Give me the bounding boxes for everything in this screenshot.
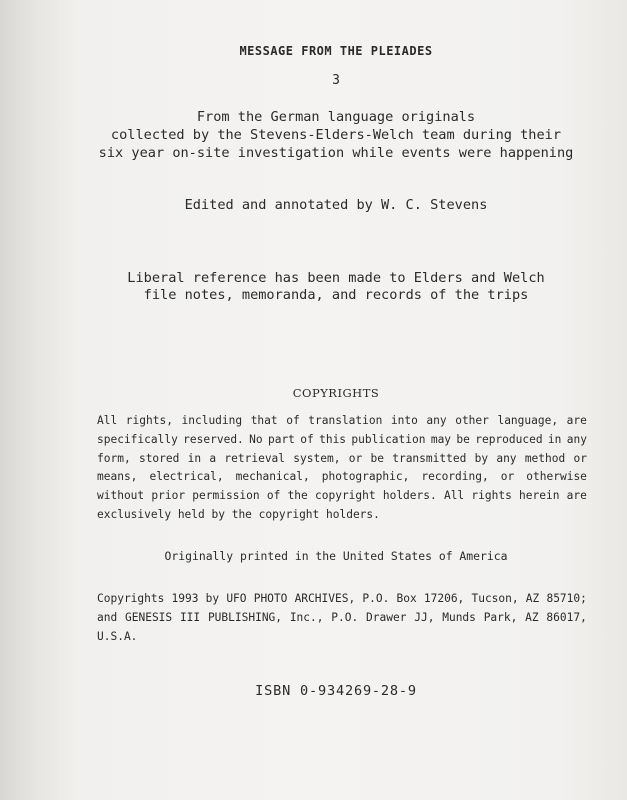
rights-line bbox=[97, 412, 587, 431]
reference-note bbox=[78, 270, 594, 304]
copyright-paragraph bbox=[97, 590, 587, 646]
word: prior bbox=[151, 489, 186, 503]
editor-credit: Edited and annotated by W. C. Stevens bbox=[184, 197, 488, 213]
word: any bbox=[426, 414, 447, 427]
word: Copyrights bbox=[97, 592, 165, 605]
isbn-number: ISBN 0-934269-28-9 bbox=[255, 683, 417, 699]
word: be bbox=[370, 451, 384, 465]
word: form, bbox=[97, 451, 131, 465]
word: PHOTO bbox=[253, 592, 288, 605]
word: P.O. bbox=[362, 592, 390, 605]
word: of bbox=[286, 414, 300, 427]
word: photographic, bbox=[321, 470, 410, 484]
copyright-line bbox=[97, 590, 587, 609]
word: method bbox=[524, 451, 566, 465]
word: into bbox=[390, 414, 418, 427]
word: including bbox=[181, 414, 243, 427]
word: Tucson, bbox=[471, 592, 519, 605]
word: reproduced bbox=[475, 432, 543, 446]
word: Park, bbox=[483, 610, 518, 624]
word: transmitted bbox=[392, 451, 467, 465]
word: No bbox=[249, 432, 263, 446]
word: Inc., bbox=[289, 610, 324, 624]
origin-line: From the German language originals bbox=[196, 109, 476, 125]
word: system, bbox=[293, 451, 341, 465]
word: stored bbox=[138, 451, 180, 465]
rights-line bbox=[97, 506, 587, 525]
word: translation bbox=[308, 414, 383, 427]
word: of bbox=[266, 489, 281, 503]
word: All bbox=[443, 489, 465, 503]
word: exclusively held by the copyright holders. bbox=[97, 507, 380, 521]
word: Munds bbox=[442, 610, 476, 624]
word: and bbox=[97, 610, 118, 624]
word: specifically bbox=[97, 432, 178, 446]
origin-line: six year on-site investigation while events were happening bbox=[98, 145, 574, 161]
word: 17206, bbox=[423, 592, 465, 605]
word: by bbox=[474, 451, 489, 465]
rights-line bbox=[97, 468, 587, 487]
word: copyright bbox=[315, 489, 376, 503]
rights-paragraph bbox=[97, 412, 587, 525]
word: rights bbox=[471, 489, 512, 503]
word: PUBLISHING, bbox=[207, 610, 283, 624]
word: any bbox=[566, 432, 587, 446]
copyright-line bbox=[97, 628, 587, 647]
word: P.O. bbox=[331, 610, 359, 624]
word: the bbox=[287, 489, 308, 503]
word: means, bbox=[97, 470, 138, 484]
word: be bbox=[456, 432, 470, 446]
word: that bbox=[250, 414, 278, 427]
word: of bbox=[300, 432, 314, 446]
word: III bbox=[179, 610, 201, 624]
reference-line: file notes, memoranda, and records of the trips bbox=[143, 287, 529, 303]
word: GENESIS bbox=[125, 610, 173, 624]
word: AZ bbox=[525, 610, 539, 624]
word: or bbox=[348, 451, 363, 465]
word: U.S.A. bbox=[97, 629, 138, 643]
word: are bbox=[566, 414, 587, 427]
word: rights, bbox=[125, 414, 173, 427]
word: by bbox=[205, 592, 220, 605]
word: otherwise bbox=[526, 470, 587, 484]
origin-statement bbox=[78, 108, 594, 162]
word: publication bbox=[351, 432, 426, 446]
word: or bbox=[500, 470, 515, 484]
page-gutter-shadow bbox=[0, 0, 78, 800]
volume-number: 3 bbox=[332, 73, 340, 88]
origin-line: collected by the Stevens-Elders-Welch team during their bbox=[110, 127, 562, 143]
word: JJ, bbox=[414, 610, 435, 624]
word: Drawer bbox=[366, 610, 407, 624]
word: Box bbox=[396, 592, 417, 605]
word: without bbox=[97, 489, 145, 503]
word: herein bbox=[519, 489, 560, 503]
word: or bbox=[573, 451, 587, 465]
word: a bbox=[209, 451, 217, 465]
word: in bbox=[187, 451, 202, 465]
book-title: MESSAGE FROM THE PLEIADES bbox=[239, 44, 433, 58]
word: electrical, bbox=[149, 470, 224, 484]
word: 1993 bbox=[171, 592, 199, 605]
word: 85710; bbox=[546, 592, 587, 605]
word: reserved. bbox=[183, 432, 244, 446]
word: recording, bbox=[421, 470, 489, 484]
word: permission bbox=[192, 489, 260, 503]
rights-line bbox=[97, 487, 587, 506]
reference-line: Liberal reference has been made to Elders and Welch bbox=[127, 270, 545, 286]
word: are bbox=[566, 489, 587, 503]
word: All bbox=[97, 414, 118, 427]
word: mechanical, bbox=[235, 470, 310, 484]
word: in bbox=[547, 432, 562, 446]
word: may bbox=[430, 432, 452, 446]
word: UFO bbox=[226, 592, 247, 605]
word: other bbox=[455, 414, 489, 427]
word: 86017, bbox=[546, 610, 587, 624]
rights-line bbox=[97, 431, 587, 450]
copyright-line bbox=[97, 609, 587, 628]
word: any bbox=[496, 451, 517, 465]
word: ARCHIVES, bbox=[294, 592, 356, 605]
word: holders. bbox=[382, 489, 437, 503]
word: language, bbox=[497, 414, 559, 427]
word: this bbox=[319, 432, 347, 446]
word: retrieval bbox=[224, 451, 286, 465]
printed-in-statement: Originally printed in the United States of America bbox=[164, 549, 508, 563]
word: part bbox=[267, 432, 295, 446]
rights-line bbox=[97, 450, 587, 469]
word: AZ bbox=[525, 592, 540, 605]
copyrights-heading: COPYRIGHTS bbox=[292, 386, 380, 400]
